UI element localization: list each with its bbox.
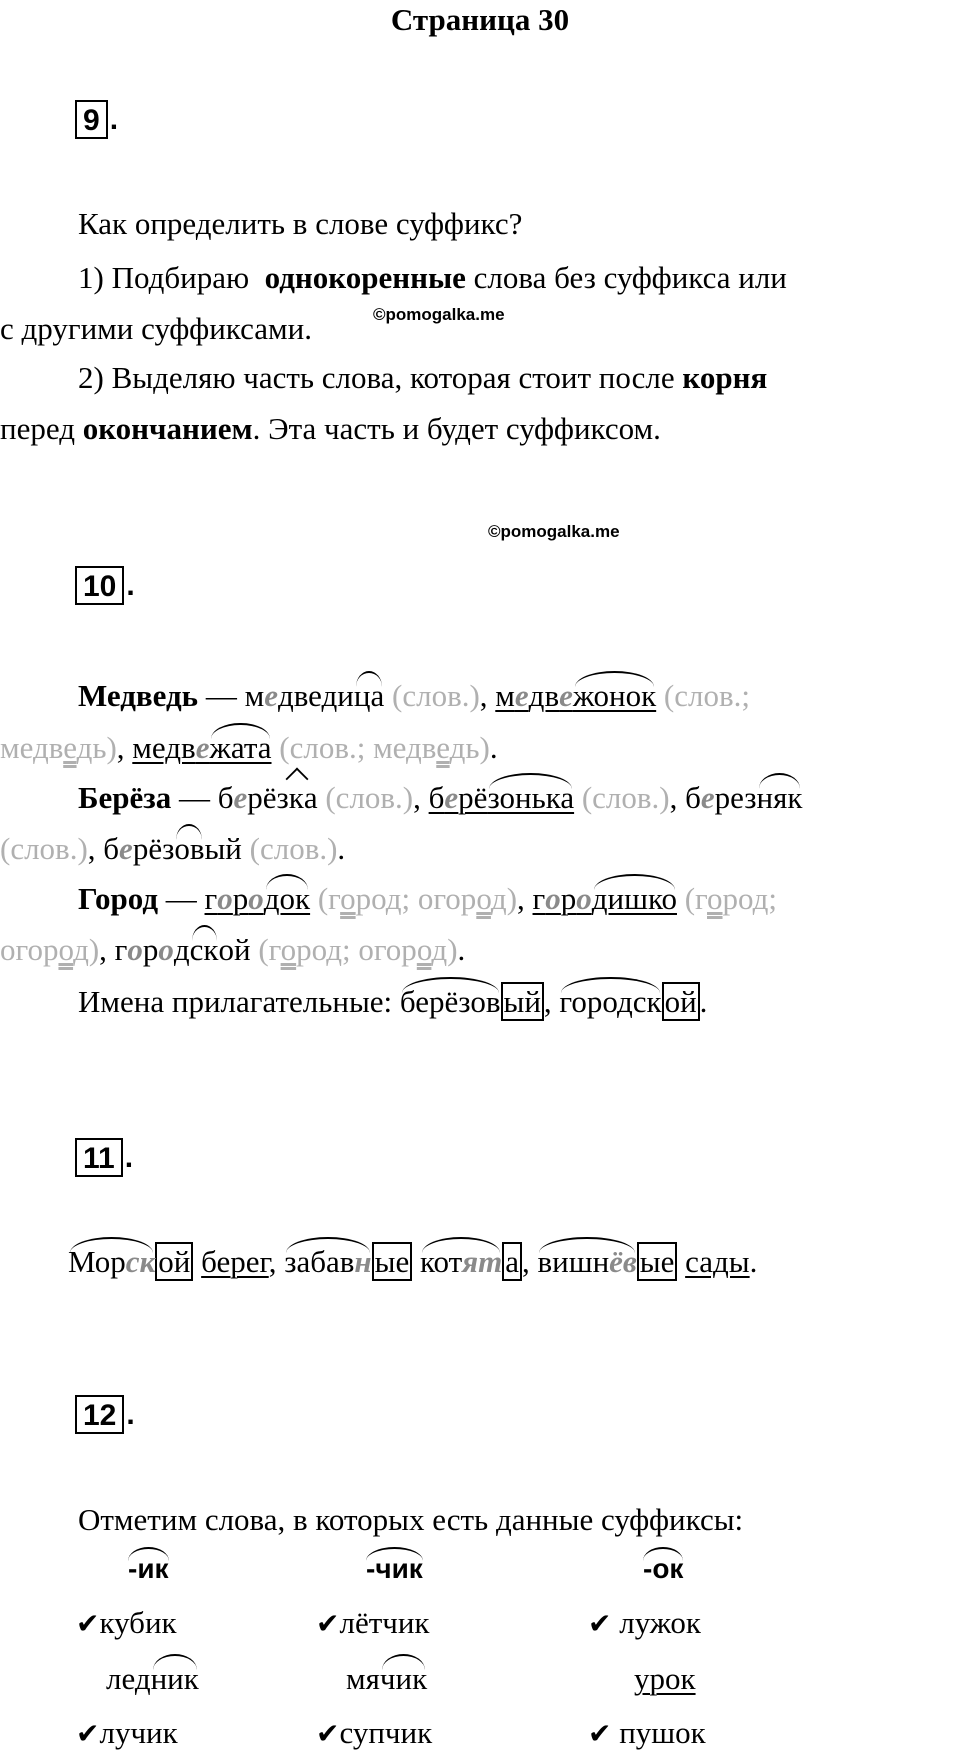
ex10-medved-line2: медведь), медвежата (слов.; медведь). [0,730,498,765]
ex9-question: Как определить в слове суффикс? [78,206,523,241]
word-kubik: ✔кубик [76,1605,177,1640]
ex9-step1: 1) Подбираю однокоренные слова без суффикса или [78,260,787,295]
suffix-ok: -ок [643,1553,684,1584]
ex10-gorod-line1: Город — городок (город; огород), городишко (город; [78,881,778,916]
word-supchik: ✔супчик [316,1715,433,1750]
suffix-chik: -чик [366,1553,423,1584]
ex10-bereza-line2: (слов.), берёзовый (слов.). [0,831,346,866]
watermark: ©pomogalka.me [488,522,620,541]
checkmark-icon: ✔ [316,1717,340,1750]
word-myachik: мячик [346,1661,428,1696]
word-urok: урок [634,1661,696,1696]
ex12-intro: Отметим слова, в которых есть данные суффиксы: [78,1502,744,1537]
ex10-medved-line1: Медведь — медведица (слов.), медвежонок (слов.; [78,678,750,713]
ex9-step2: 2) Выделяю часть слова, которая стоит после корня [78,360,768,395]
checkmark-icon: ✔ [316,1607,340,1640]
ex10-adjectives: Имена прилагательные: берёзовый, городской. [78,984,708,1019]
checkmark-icon: ✔ [588,1607,612,1640]
word-letchik: ✔лётчик [316,1605,430,1640]
word-luchik: ✔лучик [76,1715,178,1750]
suffix-ik: -ик [128,1553,169,1584]
ex9-step1-line2: с другими суффиксами. [0,311,312,346]
exercise-number-9: 9 . [75,100,118,139]
ex9-step2-line2: перед окончанием. Эта часть и будет суффиксом. [0,411,661,446]
checkmark-icon: ✔ [76,1717,100,1750]
page-title: Страница 30 [390,2,570,37]
exercise-number-11: 11 . [75,1138,133,1177]
word-pushok: ✔ пушок [588,1715,706,1750]
ex10-bereza-line1: Берёза — берёзка (слов.), берёзонька (слов.), березняк [78,780,803,815]
word-lednik: ледник [106,1661,199,1696]
ex10-gorod-line2: огород), городской (город; огород). [0,932,466,967]
exercise-number-10: 10 . [75,566,135,605]
checkmark-icon: ✔ [76,1607,100,1640]
watermark: ©pomogalka.me [373,305,505,324]
exercise-number-12: 12 . [75,1395,135,1434]
ex11-sentence: Морской берег, забавные котята, вишнёвые сады. [68,1244,758,1279]
checkmark-icon: ✔ [588,1717,612,1750]
word-luzhok: ✔ лужок [588,1605,701,1640]
